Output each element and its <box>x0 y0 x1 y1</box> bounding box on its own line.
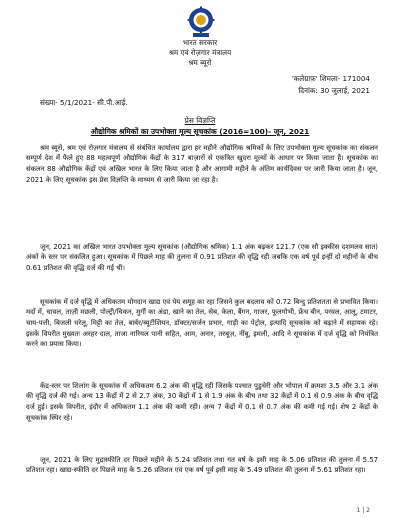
release-title: औद्योगिक श्रमिकों का उपभोक्ता मूल्य सूचकांक (2016=100)- जून, 2021 <box>90 127 310 136</box>
paragraph-intro: श्रम ब्यूरो, श्रम एवं रोज़गार मंत्रालय से संबंधित कार्यालय द्वारा हर महीने औद्योगिक श्रमिकों के लिए उपभोक्ता मूल्य सूचकांक का संकलन सम्पूर्ण देश में फैले हुए 88 महत्वपूर्ण औद्योगिक केंद्रों के 317 बाज़ारों से एकत्रित खुदरा मूल्यों के आधार पर किया जाता है। सूचकांक का संकलन 88 औद्योगिक केंद्रों एवं अखिल भारत के लिए किया जाता है और आगामी महीने के अंतिम कार्यदिवस पर जारी किया जाता है। जून, 2021 के लिए सूचकांक इस प्रेस विज्ञप्ति के माध्यम से जारी किया जा रहा है। <box>26 143 378 184</box>
paragraph-inflation: जून, 2021 के लिए मुद्रास्फीति दर पिछले महीने के 5.24 प्रतिशत तथा गत वर्ष के इसी माह के 5.06 प्रतिशत की तुलना में 5.57 प्रतिशत रहा। खाद्य-स्फीति दर पिछले माह के 5.26 प्रतिशत एवं एक वर्ष पूर्व इसी माह के 5.49 प्रतिशत की तुलना में 5.61 प्रतिशत रहा। <box>26 455 378 475</box>
paragraph-contribution: सूचकांक में दर्ज वृद्धि में अधिकतम योगदान खाद्य एवं पेय समूह का रहा जिसने कुल बदलाव को 0.72 बिन्दु प्रतिशतता से प्रभावित किया। मदों में, चावल, ताज़ी मछली, पोल्ट्री/चिकन, मुर्गी का अंडा, खाने का तेल, सेब, केला, बैंगन, गाजर, फूलगोभी, फ्रेंच बीन, परवल, आलू, टमाटर, चाय-पत्ती, बिजली घरेलू, मिट्टी का तेल, बार्बर/ब्यूटीशियन, डॉक्टर/सर्जन प्रभार, गाड़ी का पेट्रोल, इत्यादि सूचकांक को बढ़ाने में सहायक रहे। इसके विपरीत मुख्यतः अरहर दाल, ताजा नारियल पानी सहित, आम, अनार, तरबूज़, नींबू, इमली, आदि ने सूचकांक में दर्ज वृद्धि को नियंत्रित करने का प्रयास किया। <box>26 297 378 349</box>
press-release-label: प्रेस विज्ञप्ति <box>184 116 216 125</box>
page-number: 1 | 2 <box>356 507 370 514</box>
govt-line: भारत सरकार <box>182 38 218 47</box>
paragraph-centre-level: केंद्र-स्तर पर शिलांग के सूचकांक में अधिकतम 6.2 अंक की वृद्धि रही जिसके पश्चात पुडुचेरी और भोपाल में क्रमशः 3.5 और 3.1 अंक की वृद्धि दर्ज की गई। अन्य 13 केंद्रों में 2 से 2.7 अंक, 30 केंद्रों में 1 से 1.9 अंक के बीच तथा 32 केंद्रों में 0.1 से 0.9 अंक के बीच वृद्धि दर्ज हुई। इसके विपरीत, इंदौर में अधिकतम 1.1 अंक की कमी रही। अन्य 7 केंद्रों में 0.1 से 0.7 अंक की कमी गई गई। शेष 2 केंद्रों के सूचकांक स्थिर रहे। <box>26 381 378 422</box>
ministry-line: श्रम एवं रोज़गार मंत्रालय <box>168 48 232 57</box>
paragraph-all-india-index: जून, 2021 का अखिल भारत उपभोक्ता मूल्य सूचकांक (औद्योगिक श्रमिक) 1.1 अंक बढ़कर 121.7 (एक सौ इक्कीस दशमलव सात) अंकों के स्तर पर संकलित हुआ। सूचकांक में पिछले माह की तुलना में 0.91 प्रतिशत की वृद्धि रही जबकि एक वर्ष पूर्व इन्हीं दो महीनों के बीच 0.61 प्रतिशत की वृद्धि दर्ज की गई थी। <box>26 242 378 273</box>
reference-number: संख्या- 5/1/2021- सी.पी.आई. <box>40 98 128 107</box>
bureau-line: श्रम ब्यूरो <box>188 58 212 67</box>
labour-bureau-emblem-icon <box>187 6 215 38</box>
release-date: दिनांक: 30 जुलाई, 2021 <box>298 86 370 95</box>
cable-address: 'कलेग्राफ़' शिमला- 171004 <box>291 74 370 83</box>
